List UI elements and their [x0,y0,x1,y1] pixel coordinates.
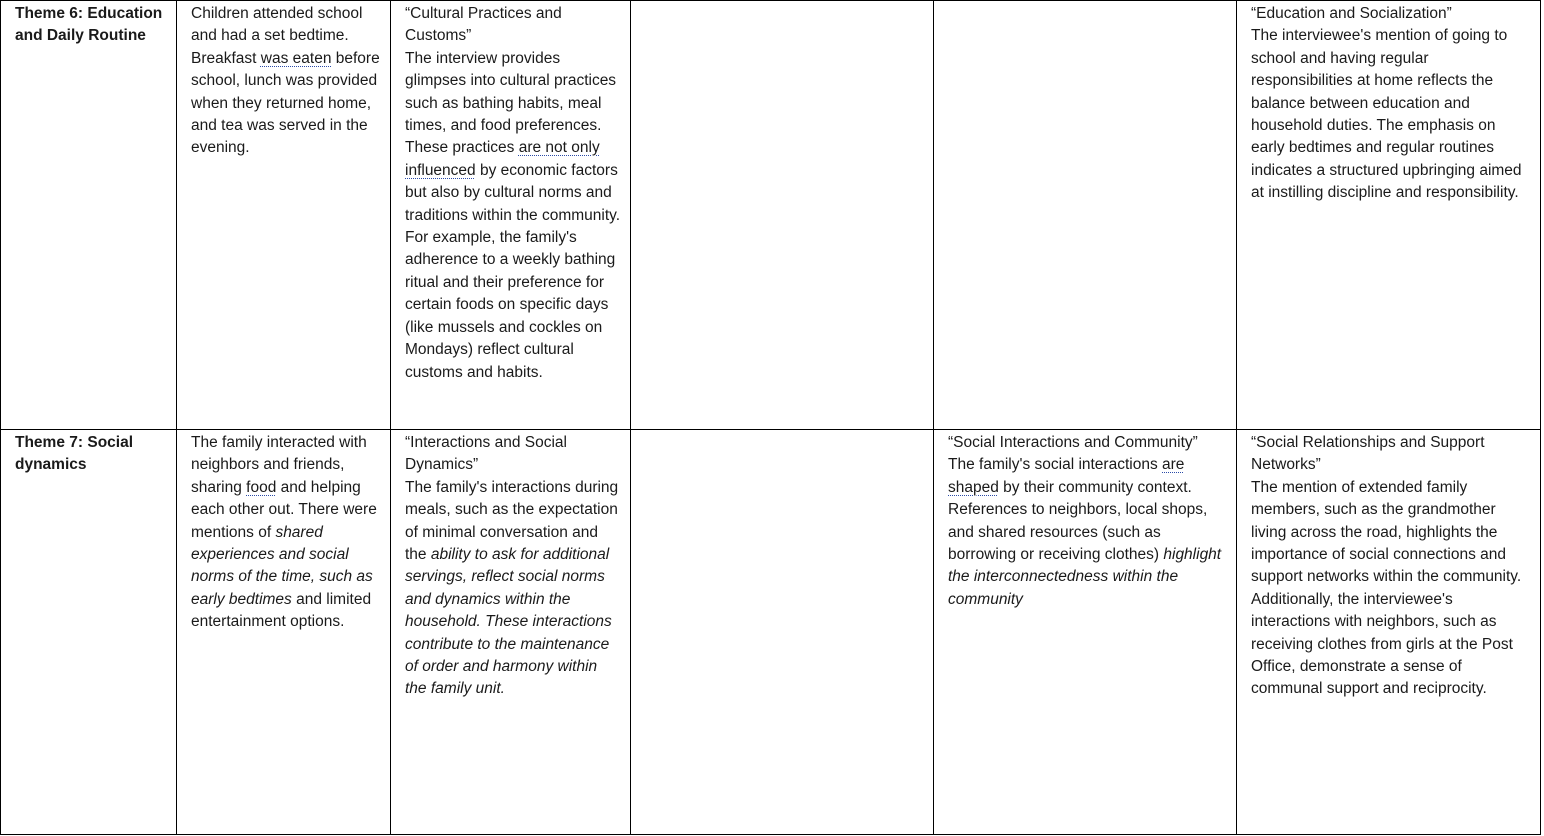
cell-text: The family's interactions during meals, such as the expectation of minimal conversation and the [405,478,619,564]
italic-text: shared experiences and social norms of the time, such as early bedtimes [191,523,373,608]
interpretation-cell [1237,1,1541,430]
table-row-theme-7 [1,430,1541,835]
interpretation-cell [1237,430,1541,835]
description-text: and limited entertainment options. [191,590,372,631]
theme-label: Theme 6: Education and Daily Routine [15,5,163,45]
cell-text: The family's social interactions [948,456,1163,474]
description-cell [177,430,391,835]
cell-heading: “Social Relationships and Support Networks” [1251,434,1485,474]
description-text: before school, lunch was provided when they returned home, and tea was served in the evening. [191,49,380,157]
description-text: The family interacted with neighbors and friends, sharing [191,434,367,496]
theme-cell [1,430,177,835]
community-cell [934,430,1237,835]
description-text: Children attended school and had a set bedtime. Breakfast [191,5,363,67]
cell-heading: “Education and Socialization” [1251,5,1452,22]
analysis-cell [391,1,631,430]
cell-text: by economic factors but also by cultural norms and traditions within the community. For example, the family's adherence to a weekly bathing ritual and their preference for certain foods on specific days (like mussels and cockles on Mondays) reflect cultural customs and habits. [405,161,621,381]
cell-text: The interviewee's mention of going to school and having regular responsibilities at home reflects the balance between education and household duties. The emphasis on early bedtimes and regular routines indicates a structured upbringing aimed at instilling discipline and responsibility. [1251,27,1522,202]
description-text: and helping each other out. There were mentions of [191,478,377,541]
cell-heading: “Social Interactions and Community” [948,434,1198,451]
empty-cell [631,1,934,430]
cell-heading: “Interactions and Social Dynamics” [405,434,567,474]
grammar-flag[interactable]: are not only influenced [405,139,600,179]
theme-label: Theme 7: Social dynamics [15,434,134,474]
cell-text: The interview provides glimpses into cultural practices such as bathing habits, meal times, and food preferences. These practices [405,49,617,157]
grammar-flag[interactable]: food [246,478,277,496]
empty-cell [631,430,934,835]
cell-heading: “Cultural Practices and Customs” [405,5,562,45]
italic-text: ability to ask for additional servings, reflect social norms and dynamics within the household. These interactions contribute to the maintenance of order and harmony within the family unit. [405,546,612,698]
theme-cell [1,1,177,430]
grammar-flag[interactable]: was eaten [260,49,332,67]
italic-text: highlight the interconnectedness within the community [948,546,1222,608]
description-cell [177,1,391,430]
table-row-theme-6 [1,1,1541,430]
cell-text: by their community context. References to neighbors, local shops, and shared resources (such as borrowing or receiving clothes) [948,478,1208,564]
empty-cell [934,1,1237,430]
cell-text: The mention of extended family members, such as the grandmother living across the road, highlights the importance of social connections and support networks within the community. Additionally, the interviewee's interactions with neighbors, such as receiving clothes from girls at the Post Office, demonstrate a sense of communal support and reciprocity. [1251,478,1522,698]
analysis-cell [391,430,631,835]
grammar-flag[interactable]: are shaped [948,456,1185,496]
